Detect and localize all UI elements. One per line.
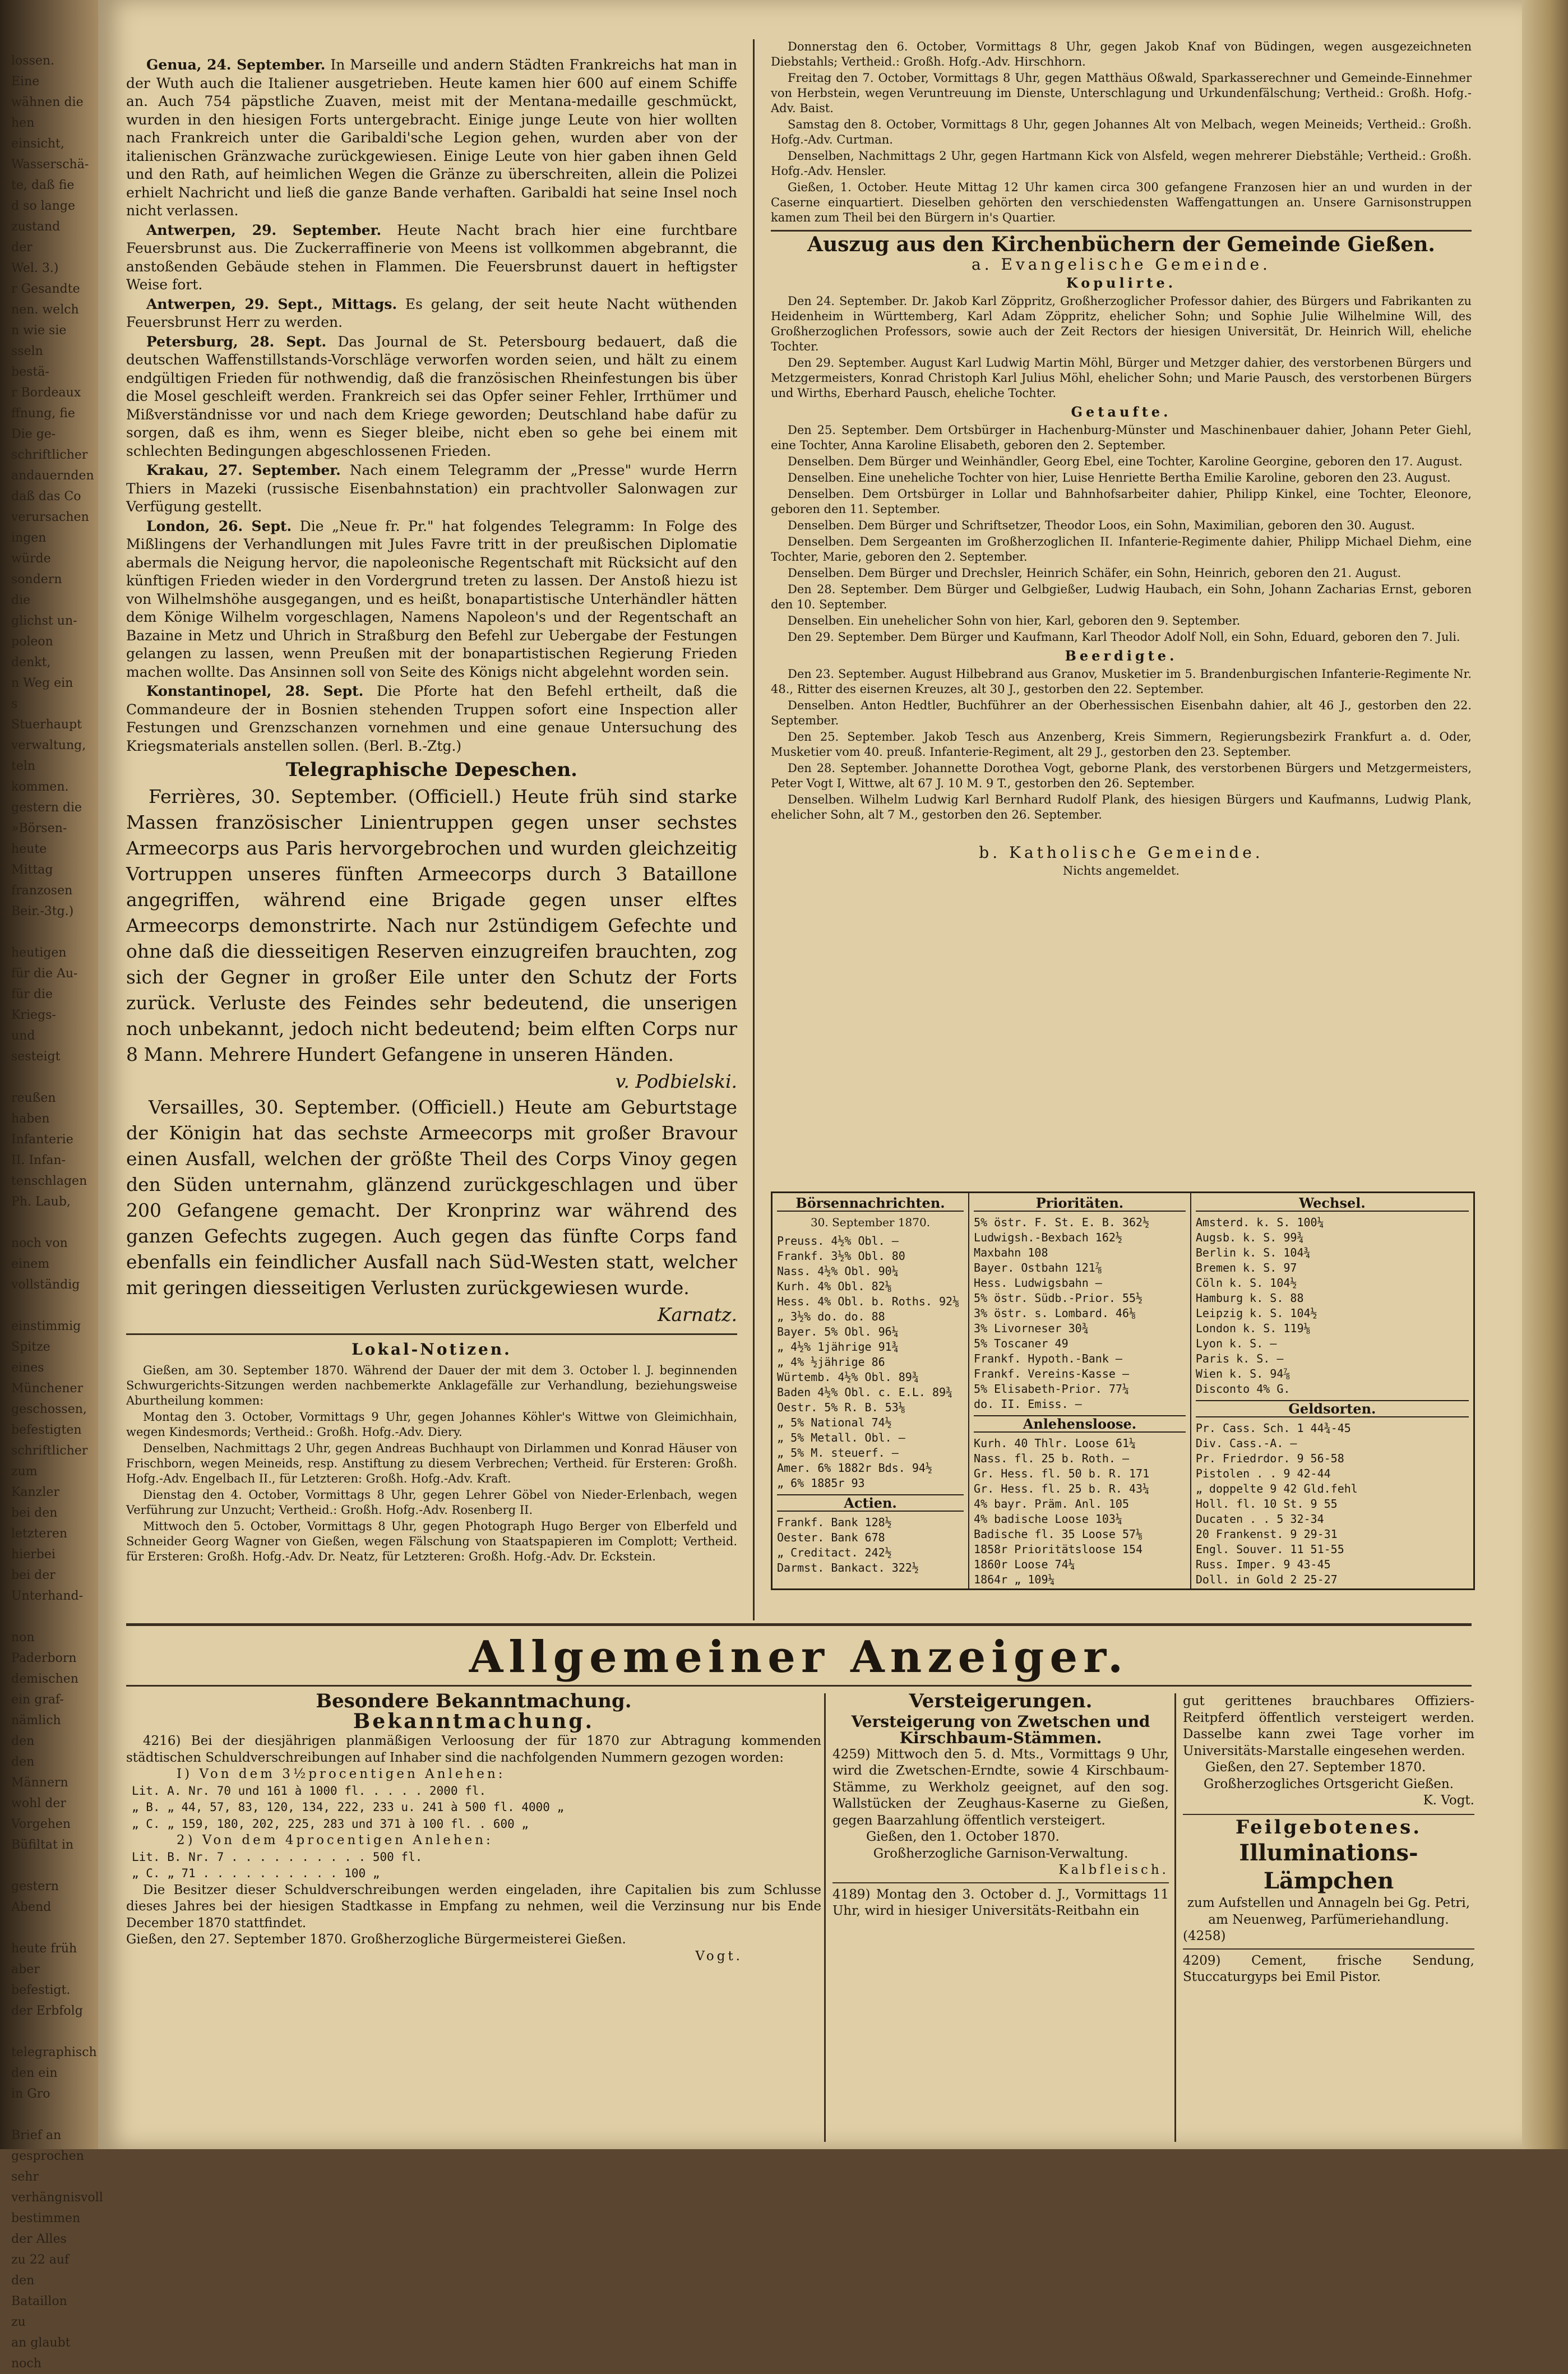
- loan-heading: Anlehensloose.: [974, 1415, 1186, 1433]
- bond-quote: „ 4½% 1jährige 91¾: [777, 1340, 899, 1354]
- drawn-bond-line: „ C. „ 71 . . . . . . . . . . 100 „: [132, 1867, 380, 1880]
- bond-quote: „ 5% M. steuerf. —: [777, 1446, 899, 1459]
- column-divider: [1174, 1693, 1176, 2142]
- notice-intro: 4216) Bei der diesjährigen planmäßigen Verloosung der für 1870 zur Abtragung kommenden städtischen Schuldverschreibungen auf Inhaber sind die nachfolgenden Nummern gezogen worden:: [126, 1734, 821, 1765]
- share-quote: Darmst. Bankact. 322½: [777, 1561, 919, 1574]
- catholic-note: Nichts angemeldet.: [1062, 864, 1180, 877]
- page-edge: [1522, 0, 1568, 2149]
- bond-quote: Amer. 6% 1882r Bds. 94½: [777, 1461, 932, 1475]
- exchange-quotes: [1196, 1215, 1469, 1397]
- priority-quote: Hess. Ludwigsbahn —: [974, 1276, 1102, 1290]
- news-dateline: Krakau, 27. September.: [146, 462, 341, 478]
- priority-quote: 5% Elisabeth-Prior. 77¼: [974, 1382, 1129, 1396]
- exchange-quote: Bremen k. S. 97: [1195, 1261, 1297, 1274]
- news-column-left: [126, 56, 737, 1565]
- court-entry: Denselben, Nachmittags 2 Uhr, gegen Hartmann Kick von Alsfeld, wegen mehrerer Diebstähle; Vertheid.: Großh. Hofg.-Adv. Hensler.: [771, 149, 1472, 178]
- drawn-bond-line: Lit. A. Nr. 70 und 161 à 1000 fl. . . . . 2000 fl.: [132, 1784, 487, 1798]
- coin-quote: Pistolen . . 9 42-44: [1195, 1467, 1331, 1480]
- burial-entry: Den 28. September. Johannette Dorothea Vogt, geborne Plank, des verstorbenen Bürgers und Metzgermeisters, Peter Vogt I, Wittwe, alt 67 J. 10 M. 9 T., gestorben den 26. September.: [771, 761, 1472, 790]
- auction-heading: Versteigerungen.: [909, 1690, 1093, 1712]
- coin-quote: Pr. Cass. Sch. 1 44¾-45: [1195, 1421, 1351, 1435]
- share-quote: Frankf. Bank 128½: [777, 1516, 892, 1529]
- divider: [771, 230, 1472, 232]
- priority-quote: Maxbahn 108: [974, 1246, 1048, 1259]
- news-items: [126, 56, 737, 755]
- bond-quote: Frankf. 3½% Obl. 80: [777, 1249, 905, 1263]
- exchange-quote: Leipzig k. S. 104½: [1195, 1306, 1317, 1320]
- news-item: [126, 221, 737, 294]
- baptized-list: [771, 423, 1472, 645]
- priority-quote: 5% östr. F. St. E. B. 362½: [974, 1216, 1150, 1229]
- divider: [832, 1882, 1169, 1883]
- news-body: Das Journal de St. Petersbourg bedauert, daß die deutschen Waffenstillstands-Vorschläge verworfen worden seien, und hält zu einem endgültigen Frieden für nothwendig, daß die französischen Rheinfestungen bis über die Mosel geschleift werden. Frankreich sei das Opfer seiner Fehler, Irrthümer und Mißverständnisse vor und nach dem Kriege geworden; Deutschland habe dafür zu sorgen, daß es ihm, wenn es Sieger bleibe, nicht eben so gehe bei einem mit schlechten Bedingungen abgeschlossenen Frieden.: [126, 333, 737, 459]
- auction-column: [832, 1690, 1169, 1920]
- news-item: [126, 295, 737, 332]
- baptism-entry: Denselben. Dem Bürger und Weinhändler, Georg Ebel, eine Tochter, Karoline Georgine, geboren den 17. August.: [788, 455, 1463, 468]
- exchange-quote: London k. S. 119⅛: [1195, 1322, 1311, 1335]
- newspaper-page: [98, 0, 1522, 2149]
- bond-quote: „ 3½% do. do. 88: [777, 1310, 885, 1323]
- priority-quote: Frankf. Hypoth.-Bank —: [974, 1352, 1122, 1365]
- bond-quotes: [777, 1234, 964, 1491]
- priority-quote: 3% Livorneser 30¾: [974, 1322, 1089, 1335]
- baptism-entry: Denselben. Dem Ortsbürger in Lollar und Bahnhofsarbeiter dahier, Philipp Kinkel, eine Tochter, Eleonore, geboren den 11. September.: [771, 487, 1472, 516]
- loan-quote: 1858r Prioritätsloose 154: [974, 1542, 1143, 1556]
- divider: [1183, 1814, 1474, 1815]
- coin-quote: Holl. fl. 10 St. 9 55: [1195, 1497, 1338, 1511]
- lokal-notice: Montag den 3. October, Vormittags 9 Uhr, gegen Johannes Köhler's Wittwe von Gleimichhain, wegen Kindesmords; Vertheid.: Großh. Hofg.-Adv. Diery.: [126, 1410, 737, 1439]
- horse-auction-text: gut gerittenes brauchbares Offiziers-Reitpferd öffentlich versteigert werden. Dasselbe kann zwei Tage vorher im Universitäts-Marstalle eingesehen werden.: [1183, 1694, 1474, 1758]
- news-dateline: Genua, 24. September.: [146, 57, 326, 73]
- notice-signature: Gießen, den 27. September 1870. Großherzogliche Bürgermeisterei Gießen.: [126, 1932, 626, 1947]
- lokal-heading: Lokal-Notizen.: [351, 1340, 512, 1359]
- exchange-quote: Augsb. k. S. 99¾: [1195, 1231, 1304, 1244]
- bond-quote: Nass. 4½% Obl. 90¼: [777, 1264, 899, 1278]
- burial-entry: Denselben. Wilhelm Ludwig Karl Bernhard Rudolf Plank, des hiesigen Bürgers und Kaufmanns, Ludwig Plank, ehelicher Sohn, alt 7 M., gestorben den 26. September.: [771, 793, 1472, 821]
- exchange-quote: Hamburg k. S. 88: [1195, 1291, 1304, 1305]
- telegraph-heading: Telegraphische Depeschen.: [285, 759, 577, 781]
- loan-quote: 1864r „ 109¼: [974, 1573, 1055, 1586]
- news-item: [126, 682, 737, 755]
- priority-quote: Bayer. Ostbahn 121⅞: [974, 1261, 1102, 1274]
- share-quotes: [777, 1515, 964, 1576]
- lokal-notice: Gießen, am 30. September 1870. Während der Dauer der mit dem 3. October l. J. beginnenden Schwurgerichts-Sitzungen werden nachbemerkte Anklagefälle zur Verhandlung, beziehungsweise Aburtheilung kommen:: [126, 1364, 737, 1407]
- divider: [126, 1333, 737, 1335]
- loan-quote: Gr. Hess. fl. 50 b. R. 171: [974, 1467, 1150, 1480]
- bond-quote: Bayer. 5% Obl. 96¼: [777, 1325, 899, 1338]
- news-dateline: Antwerpen, 29. September.: [146, 221, 382, 238]
- horse-auction-date: Gießen, den 27. September 1870.: [1205, 1760, 1426, 1775]
- coin-heading: Geldsorten.: [1196, 1400, 1469, 1417]
- news-body: In Marseille und andern Städten Frankreichs hat man in der Wuth auch die Italiener ausgetrieben. Heute kamen hier 600 auf einem Schiffe an. Auch 754 päpstliche Zuaven, meist mit der Mentana-medaille geschmückt, wurden in den hiesigen Forts untergebracht. Einige junge Leute von hier wollten nach Frankreich unter die Garibaldi'sche Legion gehen, wurden aber von der italienischen Gränzwache zurückgewiesen. Einige Leute von hier gaben ihnen Geld und den Rath, auf heimlichen Wegen die Gränze zu überschreiten, allein die Polizei erhielt Nachricht und ließ die ganze Bande verhaften. Garibaldi hat seine Insel noch nicht verlassen.: [126, 57, 737, 219]
- coin-quote: Pr. Friedrdor. 9 56-58: [1195, 1452, 1344, 1465]
- column-divider: [753, 39, 755, 1620]
- priority-quote: 5% östr. Südb.-Prior. 55½: [974, 1291, 1143, 1305]
- bond-quote: Oestr. 5% R. B. 53⅛: [777, 1401, 905, 1414]
- bond-quote: Kurh. 4% Obl. 82⅛: [777, 1280, 892, 1293]
- news-body: Nach einem Telegramm der „Presse" wurde Herrn Thiers in Mazeki (russische Eisenbahnstation) ein prachtvoller Salonwagen zur Verfügung gestellt.: [126, 462, 737, 515]
- exchange-heading: Wechsel.: [1196, 1195, 1469, 1212]
- coin-quote: 20 Frankenst. 9 29-31: [1195, 1527, 1338, 1541]
- coin-quote: „ doppelte 9 42 Gld.fehl: [1195, 1482, 1358, 1495]
- boerse-heading: Börsennachrichten.: [777, 1195, 964, 1212]
- court-entry: Gießen, 1. October. Heute Mittag 12 Uhr kamen circa 300 gefangene Franzosen hier an und wurden in der Caserne einquartiert. Dieselben gehörten den verschiedensten Waffengattungen an. Unsere Garnisonstruppen kamen zum Theil bei den Bürgern in's Quartier.: [771, 181, 1472, 224]
- auction-name: Kalbfleisch.: [1058, 1863, 1169, 1877]
- loan-quote: Gr. Hess. fl. 25 b. R. 43¼: [974, 1482, 1150, 1495]
- catholic-heading: b. Katholische Gemeinde.: [979, 843, 1264, 862]
- boerse-date: 30. September 1870.: [810, 1216, 931, 1229]
- burial-entry: Denselben. Anton Hedtler, Buchführer an der Oberhessischen Eisenbahn dahier, alt 46 J., gestorben den 22. September.: [771, 699, 1472, 727]
- loan-quote: 4% bayr. Präm. Anl. 105: [974, 1497, 1129, 1511]
- loan-quote: 1860r Loose 74¼: [974, 1558, 1075, 1571]
- bond-quote: Preuss. 4½% Obl. —: [777, 1234, 899, 1248]
- telegraph-dispatches: [126, 784, 737, 1328]
- coin-quote: Russ. Imper. 9 43-45: [1195, 1558, 1331, 1571]
- exchange-quote: Cöln k. S. 104½: [1195, 1276, 1297, 1290]
- anzeiger-top-rule: [126, 1623, 1472, 1626]
- bond-quote: Würtemb. 4½% Obl. 89¾: [777, 1370, 919, 1384]
- church-records-heading: Auszug aus den Kirchenbüchern der Gemeinde Gießen.: [807, 233, 1435, 256]
- exchange-quote: Amsterd. k. S. 100¼: [1195, 1216, 1324, 1229]
- court-entry: Freitag den 7. October, Vormittags 8 Uhr, gegen Matthäus Oßwald, Sparkasserechner und Gemeinde-Einnehmer von Herbstein, wegen Veruntreuung im Dienste, Unterschlagung und Urkundenfälschung; Vertheid.: Großh. Hofg.-Adv. Baist.: [771, 71, 1472, 115]
- priority-column: [969, 1193, 1191, 1588]
- baptism-entry: Denselben. Dem Bürger und Drechsler, Heinrich Schäfer, ein Sohn, Heinrich, geboren den 21. August.: [788, 566, 1402, 580]
- loan-quote: Kurh. 40 Thlr. Loose 61¼: [974, 1437, 1136, 1450]
- coin-quote: Engl. Souver. 11 51-55: [1195, 1542, 1344, 1556]
- married-heading: Kopulirte.: [1066, 275, 1177, 291]
- baptized-heading: Getaufte.: [1071, 404, 1172, 420]
- lamps-ref: (4258): [1183, 1929, 1226, 1943]
- horse-auction-name: K. Vogt.: [1423, 1793, 1474, 1808]
- loan-quotes: [974, 1436, 1186, 1587]
- news-item: [126, 518, 737, 682]
- news-body: Die Pforte hat den Befehl ertheilt, daß die Commandeure der in Bosnien stehenden Truppen sofort eine Inspection aller Festungen und Grenzschanzen vornehmen und eine genaue Untersuchung des Kriegsmaterials anstellen sollen. (Berl. B.-Ztg.): [126, 683, 737, 754]
- news-item: [126, 461, 737, 516]
- loan-lines-1: [126, 1783, 821, 1833]
- bond-quote: Hess. 4% Obl. b. Roths. 92⅛: [777, 1295, 960, 1308]
- drawn-bond-line: „ B. „ 44, 57, 83, 120, 134, 222, 233 u. 241 à 500 fl. 4000 „: [132, 1800, 565, 1814]
- anzeiger-bottom-rule: [126, 1685, 1472, 1687]
- notice-name: Vogt.: [695, 1948, 743, 1964]
- bond-quote: „ 6% 1885r 93: [777, 1476, 865, 1490]
- for-sale-heading: Feilgebotenes.: [1235, 1816, 1422, 1839]
- loan-section-1: I) Von dem 3½procentigen Anlehen:: [177, 1767, 506, 1781]
- dispatch-signature: v. Podbielski.: [615, 1070, 737, 1092]
- burial-entry: Den 23. September. August Hilbebrand aus Granov, Musketier im 5. Brandenburgischen Infanterie-Regimente Nr. 48., Ritter des eisernen Kreuzes, alt 30 J., gestorben den 22. September.: [771, 667, 1472, 696]
- exchange-quote: Disconto 4% G.: [1195, 1382, 1291, 1396]
- buried-heading: Beerdigte.: [1065, 648, 1178, 664]
- loan-lines-2: [126, 1849, 821, 1882]
- lamps-text: zum Aufstellen und Annageln bei Gg. Petri, am Neuenweg, Parfümeriehandlung.: [1187, 1896, 1470, 1927]
- share-quote: Oester. Bank 678: [777, 1531, 885, 1544]
- drawn-bond-line: „ C. „ 159, 180, 202, 225, 283 und 371 à 100 fl. . 600 „: [132, 1817, 529, 1831]
- news-body: Es gelang, der seit heute Nacht wüthenden Feuersbrunst Herr zu werden.: [126, 295, 737, 330]
- dispatch-text: Ferrières, 30. September. (Officiell.) Heute früh sind starke Massen französischer Linientruppen gegen unser sechstes Armeecorps aus Paris hervorgebrochen und wurden gleichzeitig Vortruppen unseres fünften Armeecorps durch 3 Bataillone angegriffen, während eine Brigade gegen unser elftes Armeecorps demonstrirte. Nach nur 2stündigem Gefechte und ohne daß die diesseitigen Reserven einzugreifen brauchten, zog sich der Gegner in großer Eile unter den Schutz der Forts zurück. Verluste des Feindes sehr bedeutend, die unserigen noch unbekannt, jedoch nicht bedeutend; beim elften Corps nur 8 Mann. Mehrere Hundert Gefangene in unseren Händen.: [126, 785, 737, 1065]
- priority-quote: 3% östr. s. Lombard. 46⅛: [974, 1306, 1136, 1320]
- lokal-notice: Dienstag den 4. October, Vormittags 8 Uhr, gegen Lehrer Göbel von Nieder-Erlenbach, wegen Verführung zur Unzucht; Vertheid.: Großh. Hofg.-Adv. Rosenberg II.: [126, 1488, 737, 1517]
- baptism-entry: Denselben. Ein unehelicher Sohn von hier, Karl, geboren den 9. September.: [788, 614, 1241, 627]
- news-dateline: Konstantinopel, 28. Sept.: [146, 683, 364, 699]
- cement-ad: 4209) Cement, frische Sendung, Stuccaturgyps bei Emil Pistor.: [1183, 1953, 1474, 1984]
- news-dateline: Antwerpen, 29. Sept., Mittags.: [146, 295, 397, 312]
- married-list: [771, 294, 1472, 401]
- buried-list: [771, 667, 1472, 823]
- horse-auction-org: Großherzogliches Ortsgericht Gießen.: [1203, 1776, 1454, 1791]
- special-notice-heading: Besondere Bekanntmachung.: [316, 1690, 632, 1712]
- news-body: Heute Nacht brach hier eine furchtbare Feuersbrunst aus. Die Zuckerraffinerie von Meens ist vollkommen abgebrannt, die anstoßenden Gebäude stehen in Flammen. Die Feuersbrunst dauert in heftigster Weise fort.: [126, 221, 737, 293]
- baptism-entry: Den 25. September. Dem Ortsbürger in Hachenburg-Münster und Maschinenbauer dahier, Johann Peter Giehl, eine Tochter, Anna Karoline Elisabeth, geboren den 2. September.: [771, 423, 1472, 452]
- dispatch-signature: Karnatz.: [657, 1303, 737, 1325]
- loan-quote: 4% badische Loose 103¼: [974, 1512, 1122, 1526]
- boerse-column: [773, 1193, 969, 1588]
- exchange-quote: Paris k. S. —: [1195, 1352, 1284, 1365]
- baptism-entry: Den 29. September. Dem Bürger und Kaufmann, Karl Theodor Adolf Noll, ein Sohn, Eduard, geboren den 7. Juli.: [788, 630, 1460, 644]
- news-item: [126, 56, 737, 220]
- news-dateline: Petersburg, 28. Sept.: [146, 333, 327, 350]
- marriage-entry: Den 24. September. Dr. Jakob Karl Zöppritz, Großherzoglicher Professor dahier, des Bürgers und Fabrikanten zu Heidenheim in Württemberg, Karl Adam Zöppritz, ehelicher Sohn; und Sophie Julie Wilhelmine Will, des Großherzoglichen Professors, sowie auch der Zeit Rectors der hiesigen Universität, Dr. Heinrich Will, eheliche Tochter.: [771, 294, 1472, 353]
- bond-quote: Baden 4½% Obl. c. E.L. 89¾: [777, 1385, 953, 1399]
- loan-quote: Badische fl. 35 Loose 57⅛: [974, 1527, 1143, 1541]
- burial-entry: Den 25. September. Jakob Tesch aus Anzenberg, Kreis Simmern, Regierungsbezirk Frankfurt a. d. Oder, Musketier vom 40. preuß. Infanterie-Regiment, alt 29 J., gestorben den 23. September.: [771, 730, 1472, 759]
- auction-subheading: Versteigerung von Zwetschen und Kirschbaum-Stämmen.: [851, 1712, 1150, 1747]
- coin-quote: Doll. in Gold 2 25-27: [1195, 1573, 1338, 1586]
- loan-quote: Nass. fl. 25 b. Roth. —: [974, 1452, 1129, 1465]
- auction-date: Gießen, den 1. October 1870.: [866, 1830, 1060, 1844]
- column-divider: [824, 1693, 826, 2142]
- priority-quote: 5% Toscaner 49: [974, 1337, 1069, 1350]
- priority-heading: Prioritäten.: [974, 1195, 1186, 1212]
- exchange-quote: Lyon k. S. —: [1195, 1337, 1277, 1350]
- priority-quote: Frankf. Vereins-Kasse —: [974, 1367, 1129, 1380]
- court-entry: Samstag den 8. October, Vormittags 8 Uhr, gegen Johannes Alt von Melbach, wegen Meineids; Vertheid.: Großh. Hofg.-Adv. Curtman.: [771, 118, 1472, 146]
- news-item: [126, 333, 737, 461]
- priority-quotes: [974, 1215, 1186, 1412]
- auction-text: 4259) Mittwoch den 5. d. Mts., Vormittags 9 Uhr, wird die Zwetschen-Erndte, sowie 4 Kirschbaum-Stämme, zu Werkholz geeignet, auf den sog. Wallstücken der Zeughaus-Kaserne zu Gießen, gegen Baarzahlung öffentlich versteigert.: [832, 1747, 1169, 1828]
- exchange-column: [1191, 1193, 1473, 1588]
- lokal-notices: [126, 1363, 737, 1564]
- lokal-notice: Denselben, Nachmittags 2 Uhr, gegen Andreas Buchhaupt von Dirlammen und Konrad Häuser von Frischborn, wegen Meineids, resp. Anstiftung zu diesem Verbrechen; Vertheid. für Ersteren: Großh. Hofg.-Adv. Engelbach II., für Letzteren: Großh. Hofg.-Adv. Kraft.: [126, 1442, 737, 1485]
- announcement-column: [126, 1690, 821, 1965]
- bond-quote: „ 5% Metall. Obl. —: [777, 1431, 905, 1444]
- margin-text: lossen. Eine wähnen die hen einsicht, Wasserschä- te, daß fie d so lange zustand der Wel. 3.) r Gesandte nen. welch n wie sie sseln bestä- r Bordeaux ffnung, fie Die ge- schriftlicher andauernden daß das Co verursachen ingen würde sondern die glichst un- poleon denkt, n Weg ein s Stuerhaupt verwaltung, teln kommen. gestern die »Börsen- heute Mittag franzosen Beir.-3tg.) heutigen für die Au- für die Kriegs- und sesteigt reußen haben Infanterie II. Infan- tenschlagen Ph. Laub, noch von einem vollständig einstimmig Spitze eines Münchener geschossen, befestigten schriftlicher zum Kanzler bei den letzteren hierbei bei der Unterhand- non Paderborn demischen ein graf- nämlich den den Männern wohl der Vorgehen Büfiltat in gestern Abend heute früh aber befestigt. der Erbfolg telegraphisch den ein in Gro Brief an gesprochen sehr verhängnisvoll bestimmen der Alles zu 22 auf den Bataillon zu an glaubt noch: [11, 54, 103, 2371]
- coin-quote: Div. Cass.-A. —: [1195, 1437, 1297, 1450]
- priority-quote: Ludwigsh.-Bexbach 162½: [974, 1231, 1122, 1244]
- book-spine: [0, 0, 103, 2371]
- auction-2-text: 4189) Montag den 3. October d. J., Vormittags 11 Uhr, wird in hiesiger Universitäts-Reitbahn ein: [832, 1887, 1169, 1918]
- loan-section-2: 2) Von dem 4procentigen Anlehen:: [177, 1833, 493, 1848]
- actien-heading: Actien.: [777, 1494, 964, 1512]
- court-schedule: [771, 39, 1472, 225]
- exchange-quote: Wien k. S. 94⅞: [1195, 1367, 1291, 1380]
- priority-quote: do. II. Emiss. —: [974, 1397, 1082, 1411]
- marriage-entry: Den 29. September. August Karl Ludwig Martin Möhl, Bürger und Metzger dahier, des verstorbenen Bürgers und Metzgermeisters, Konrad Christoph Karl Julius Möhl, ehelicher Sohn; und Marie Pausch, des verstorbenen Bürgers und Wirths, Eberhard Pausch, eheliche Tochter.: [771, 356, 1472, 400]
- bond-quote: „ 4% ½jährige 86: [777, 1355, 885, 1369]
- drawn-bond-line: Lit. B. Nr. 7 . . . . . . . . . . 500 fl.: [132, 1850, 423, 1864]
- coin-quotes: [1196, 1421, 1469, 1587]
- auction-org: Großherzogliche Garnison-Verwaltung.: [873, 1846, 1128, 1861]
- evangelical-heading: a. Evangelische Gemeinde.: [972, 255, 1271, 274]
- news-column-right: [771, 39, 1472, 879]
- baptism-entry: Denselben. Dem Sergeanten im Großherzoglichen II. Infanterie-Regimente dahier, Philipp Michael Diehm, eine Tochter, Marie, geboren den 2. September.: [771, 535, 1472, 564]
- court-entry: Donnerstag den 6. October, Vormittags 8 Uhr, gegen Jakob Knaf von Büdingen, wegen ausgezeichneten Diebstahls; Vertheid.: Großh. Hofg.-Adv. Hirschhorn.: [771, 40, 1472, 68]
- news-dateline: London, 26. Sept.: [146, 518, 292, 534]
- lamps-heading: Illuminations-Lämpchen: [1239, 1840, 1418, 1894]
- baptism-entry: Denselben. Eine uneheliche Tochter von hier, Luise Henriette Bertha Emilie Karoline, geboren den 23. August.: [788, 471, 1451, 484]
- divider: [1183, 1948, 1474, 1950]
- baptism-entry: Denselben. Dem Bürger und Schriftsetzer, Theodor Loos, ein Sohn, Maximilian, geboren den 30. August.: [788, 519, 1415, 532]
- dispatch-text: Versailles, 30. September. (Officiell.) Heute am Geburtstage der Königin hat das sechste Armeecorps mit großer Bravour einen Ausfall, welchen der größte Theil des Corps Vinoy gegen den Süden unternahm, glänzend zurückgeschlagen und über 200 Gefangene gemacht. Der Kronprinz war während des ganzen Gefechts zugegen. Auch gegen das fünfte Corps fand ebenfalls ein feindlicher Ausfall nach Süd-Westen statt, welcher mit geringen diesseitigen Verlusten zurückgewiesen wurde.: [126, 1096, 737, 1299]
- exchange-quote: Berlin k. S. 104¾: [1195, 1246, 1311, 1259]
- bond-quote: „ 5% National 74½: [777, 1416, 892, 1429]
- baptism-entry: Den 28. September. Dem Bürger und Gelbgießer, Ludwig Haubach, ein Sohn, Johann Zacharias Ernst, geboren den 10. September.: [771, 583, 1472, 611]
- stock-exchange-table: [771, 1191, 1475, 1590]
- news-body: Die „Neue fr. Pr." hat folgendes Telegramm: In Folge des Mißlingens der Verhandlungen mit Jules Favre tritt in der preußischen Diplomatie abermals die Neigung hervor, die napoleonische Regentschaft mit Rücksicht auf den künftigen Frieden wieder in den Vordergrund treten zu lassen. Der Anstoß hiezu ist von Wilhelmshöhe ausgegangen, und es heißt, bonapartistische Unterhändler hätten dem Könige Wilhelm vorgeschlagen, Namens Napoleon's und der Regentschaft an Bazaine in Metz und Uhrich in Straßburg den Befehl zur Uebergabe der Festungen gelangen zu lassen, wenn Preußen mit der bonapartistischen Regierung Frieden machen wollte. Das Ansinnen soll von Seite des Königs nicht abgelehnt worden sein.: [126, 518, 737, 680]
- notice-heading: Bekanntmachung.: [353, 1709, 595, 1733]
- misc-column: [1183, 1693, 1474, 1986]
- share-quote: „ Creditact. 242½: [777, 1546, 892, 1559]
- lokal-notice: Mittwoch den 5. October, Vormittags 8 Uhr, gegen Photograph Hugo Berger von Elberfeld und Schneider Georg Wagner von Gießen, wegen Fälschung von Staatspapieren im Complott; Vertheid. für Ersteren: Großh. Hofg.-Adv. Dr. Neatz, für Letzteren: Großh. Hofg.-Adv. Dr. Eckstein.: [126, 1519, 737, 1563]
- coin-quote: Ducaten . . 5 32-34: [1195, 1512, 1324, 1526]
- notice-outro: Die Besitzer dieser Schuldverschreibungen werden eingeladen, ihre Capitalien bis zum Schlusse dieses Jahres bei der hiesigen Stadtkasse in Empfang zu nehmen, weil die Verzinsung nur bis Ende December 1870 stattfindet.: [126, 1882, 821, 1930]
- anzeiger-title: Allgemeiner Anzeiger.: [469, 1632, 1129, 1683]
